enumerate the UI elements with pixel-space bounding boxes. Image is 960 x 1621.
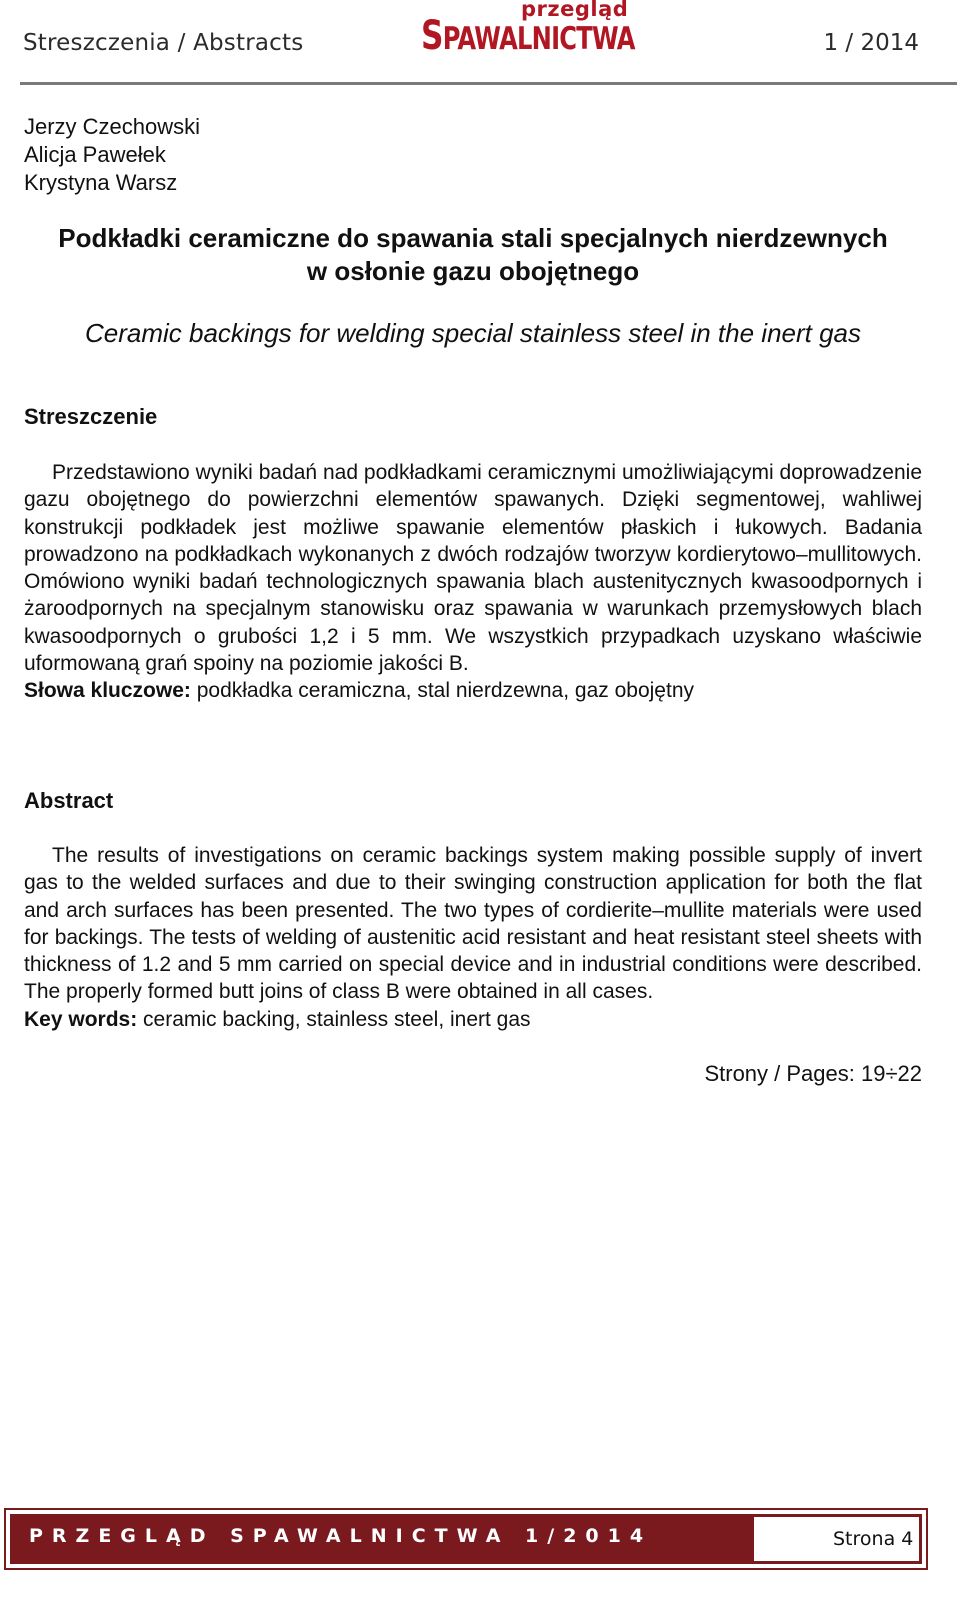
logo-top-text: przegląd [521, 0, 629, 21]
issue-label: 1 / 2014 [823, 30, 919, 56]
page-header [20, 0, 957, 85]
streszczenie-body [24, 459, 922, 705]
keywords-label: Słowa kluczowe: [24, 679, 191, 703]
streszczenie-heading: Streszczenie [24, 404, 158, 429]
page-footer [4, 1508, 928, 1570]
title-polish [0, 222, 946, 288]
keywords-value: ceramic backing, stainless steel, inert gas [137, 1007, 531, 1031]
logo-initial: S [421, 13, 443, 59]
footer-journal-name: PRZEGLĄD SPAWALNICTWA 1/2014 [29, 1525, 653, 1547]
footer-journal-bar [13, 1517, 754, 1561]
section-label: Streszczenia / Abstracts [23, 30, 304, 56]
title-english: Ceramic backings for welding special stainless steel in the inert gas [84, 318, 862, 348]
page-range: Strony / Pages: 19÷22 [704, 1061, 922, 1086]
keywords-label: Key words: [24, 1007, 138, 1031]
author: Alicja Pawełek [24, 142, 166, 167]
journal-logo [413, 0, 653, 60]
keywords-value: podkładka ceramiczna, stal nierdzewna, gaz obojętny [190, 679, 694, 703]
footer-frame [10, 1514, 922, 1564]
abstract-heading: Abstract [24, 788, 114, 813]
logo-main-text [421, 13, 635, 59]
title-polish-line-1: Podkładki ceramiczne do spawania stali specjalnych nierdzewnych [58, 223, 888, 253]
streszczenie-text: Przedstawiono wyniki badań nad podkładkami ceramicznymi umożliwiającymi doprowadzenie gazu obojętnego do powierzchni elementów spawanych. Dzięki segmentowej, wahliwej konstrukcji podkładek jest możliwe spawanie elementów płaskich i łukowych. Badania prowadzono na podkładkach wykonanych z dwóch rodzajów tworzyw kordierytowo–mullitowych. Omówiono wyniki badań technologicznych spawania blach austenitycznych kwasoodpornych i żaroodpornych na specjalnym stanowisku oraz spawania w warunkach przemysłowych blach kwasoodpornych o grubości 1,2 i 5 mm. We wszystkich przypadkach uzyskano właściwie uformowaną grań spoiny na poziomie jakości B. [24, 461, 922, 676]
author: Jerzy Czechowski [24, 114, 201, 139]
abstract-text: The results of investigations on ceramic backings system making possible supply of invert gas to the welded surfaces and due to their swinging construction application for both the flat and arch surfaces has been presented. The two types of cordierite–mullite materials were used for backings. The tests of welding of austenitic acid resistant and heat resistant steel sheets with thickness of 1.2 and 5 mm carried on special device and in industrial conditions were described. The properly formed butt joins of class B were obtained in all cases. [24, 844, 922, 1004]
abstract-keywords [24, 1006, 922, 1033]
footer-divider [754, 1517, 757, 1561]
streszczenie-keywords [24, 677, 922, 704]
abstract-body [24, 842, 922, 1033]
logo-rest: PAWALNICTWA [442, 21, 635, 57]
title-polish-line-2: w osłonie gazu obojętnego [306, 256, 640, 286]
author-list [24, 113, 200, 197]
footer-page-number: Strona 4 [833, 1528, 914, 1550]
author: Krystyna Warsz [24, 170, 178, 195]
